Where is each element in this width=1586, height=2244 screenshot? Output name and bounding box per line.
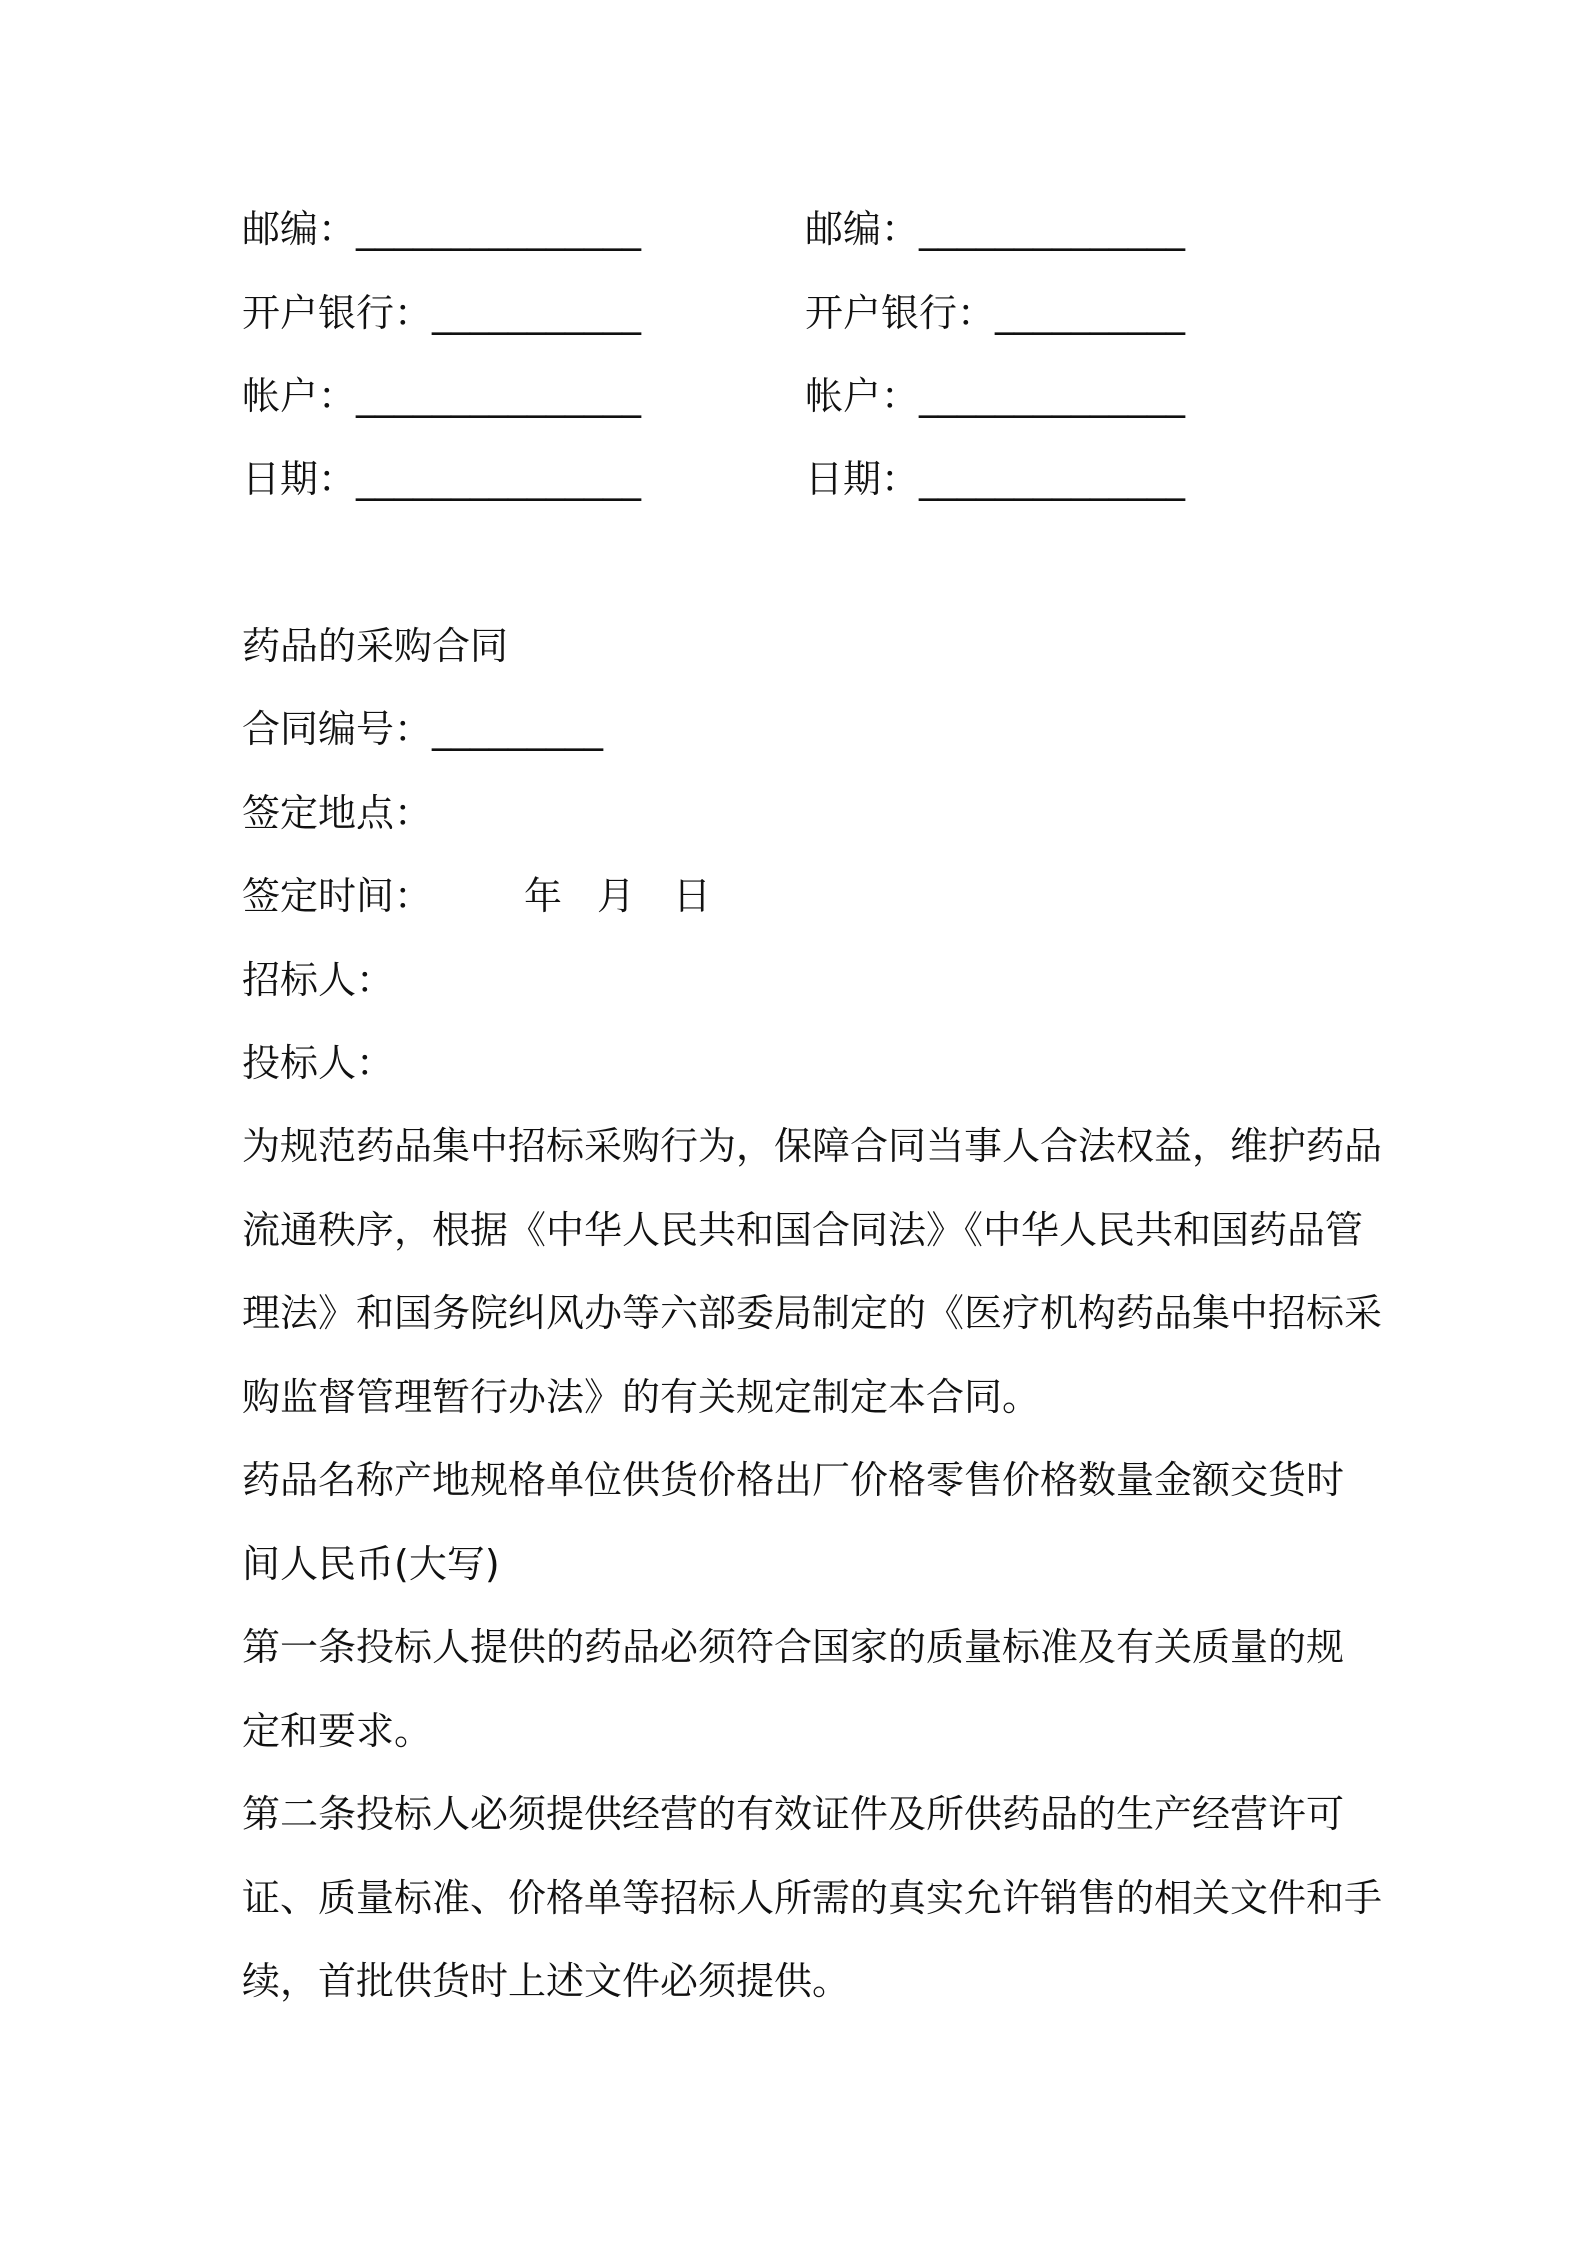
preamble-line: 为规范药品集中招标采购行为，保障合同当事人合法权益，维护药品 — [242, 1124, 1383, 1168]
contract-title: 药品的采购合同 — [242, 624, 509, 668]
article-1-line: 定和要求。 — [242, 1709, 433, 1753]
signing-time-day: 日 — [673, 874, 712, 918]
left-bank-field: 开户银行：___________ — [242, 291, 642, 335]
contract-number-field: 合同编号：_________ — [242, 707, 604, 751]
signing-time-field — [242, 872, 711, 920]
right-date-field: 日期：______________ — [805, 457, 1186, 501]
right-account-field: 帐户：______________ — [805, 374, 1186, 418]
article-2-line: 第二条投标人必须提供经营的有效证件及所供药品的生产经营许可 — [242, 1792, 1345, 1836]
left-account-field: 帐户：_______________ — [242, 374, 642, 418]
table-header-line: 间人民币(大写) — [242, 1542, 500, 1586]
right-bank-field: 开户银行：__________ — [805, 291, 1186, 335]
table-header-line: 药品名称产地规格单位供货价格出厂价格零售价格数量金额交货时 — [242, 1458, 1345, 1502]
tenderer-field: 招标人： — [242, 958, 395, 1002]
article-2-line: 续，首批供货时上述文件必须提供。 — [242, 1959, 851, 2003]
signing-time-label: 签定时间： — [242, 874, 433, 918]
preamble-line: 流通秩序，根据《中华人民共和国合同法》《中华人民共和国药品管 — [242, 1208, 1364, 1252]
left-date-field: 日期：_______________ — [242, 457, 642, 501]
signing-time-month: 月 — [597, 874, 636, 918]
left-postcode-field: 邮编：_______________ — [242, 207, 642, 251]
preamble-line: 理法》和国务院纠风办等六部委局制定的《医疗机构药品集中招标采 — [242, 1291, 1383, 1335]
signing-time-year: 年 — [524, 874, 563, 918]
article-2-line: 证、质量标准、价格单等招标人所需的真实允许销售的相关文件和手 — [242, 1876, 1383, 1920]
right-postcode-field: 邮编：______________ — [805, 207, 1186, 251]
bidder-field: 投标人： — [242, 1041, 395, 1085]
signing-place-field: 签定地点： — [242, 791, 433, 835]
preamble-line: 购监督管理暂行办法》的有关规定制定本合同。 — [242, 1375, 1041, 1419]
article-1-line: 第一条投标人提供的药品必须符合国家的质量标准及有关质量的规 — [242, 1625, 1345, 1669]
